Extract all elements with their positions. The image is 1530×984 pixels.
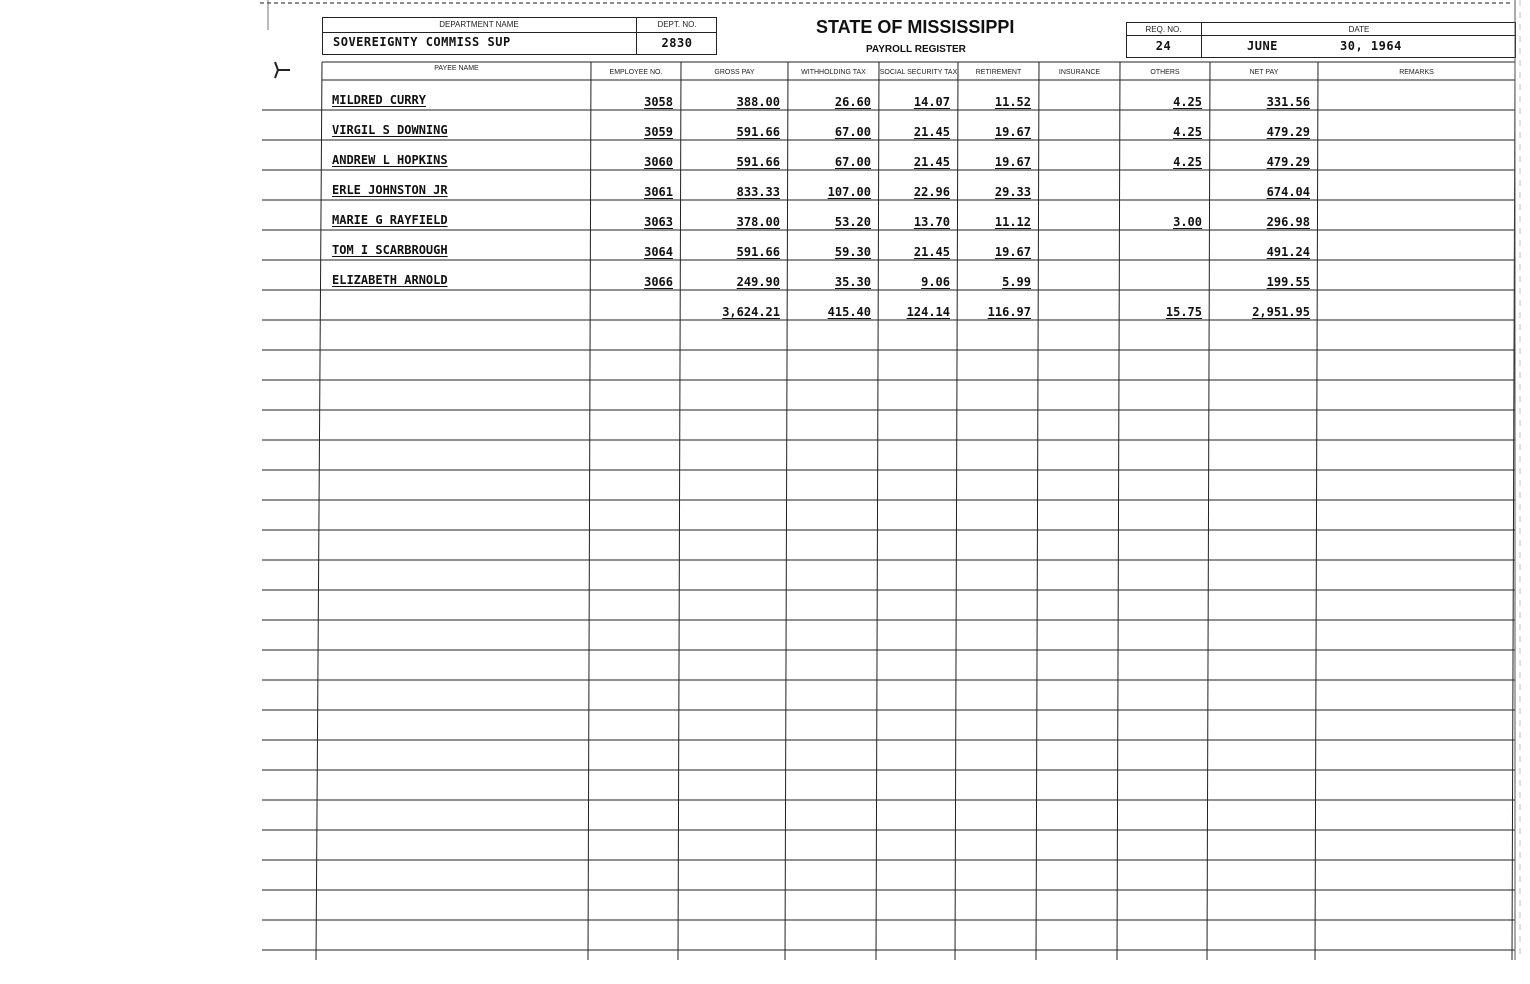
withholding-tax-cell: 67.00 [834,155,871,169]
retirement-cell: 19.67 [994,245,1031,259]
retirement-cell: 5.99 [1002,275,1031,289]
form-subtitle: PAYROLL REGISTER [866,44,966,55]
retirement-cell: 11.52 [994,95,1031,109]
withholding-tax-cell: 67.00 [834,125,871,139]
employee-no-cell: 3059 [644,125,673,139]
column-header-payee-name: PAYEE NAME [434,65,479,72]
payee-name-cell: ELIZABETH ARNOLD [332,273,448,287]
net-pay-cell: 296.98 [1266,215,1310,229]
gross-pay-cell: 388.00 [736,95,780,109]
column-header-social-security-tax: SOCIAL SECURITY TAX [879,69,958,76]
column-header-remarks: REMARKS [1399,69,1434,76]
social-security-tax-cell: 14.07 [913,95,950,109]
employee-no-cell: 3063 [644,215,673,229]
retirement-cell: 19.67 [994,125,1031,139]
employee-no-cell: 3061 [644,185,673,199]
retirement-cell: 29.33 [994,185,1031,199]
department-name-label: DEPARTMENT NAME [439,20,519,29]
social-security-tax-cell: 21.45 [913,125,950,139]
gross-pay-cell: 591.66 [736,155,780,169]
total-social-security-tax-cell: 124.14 [906,305,950,319]
retirement-cell: 11.12 [994,215,1031,229]
employee-no-cell: 3060 [644,155,673,169]
column-header-others: OTHERS [1150,69,1180,76]
net-pay-cell: 199.55 [1266,275,1310,289]
dept-no-value: 2830 [661,36,693,50]
others-cell: 4.25 [1173,125,1202,139]
others-cell: 4.25 [1173,95,1202,109]
column-header-withholding-tax: WITHHOLDING TAX [801,69,866,76]
social-security-tax-cell: 21.45 [913,155,950,169]
payee-name-cell: ANDREW L HOPKINS [332,153,448,167]
date-day-year-value: 30, 1964 [1340,39,1402,53]
column-header-employee-no: EMPLOYEE NO. [609,69,663,76]
department-name-value: SOVEREIGNTY COMMISS SUP [333,35,511,49]
gross-pay-cell: 591.66 [736,125,780,139]
payee-name-cell: MILDRED CURRY [332,93,426,107]
date-month-value: JUNE [1247,39,1278,53]
net-pay-cell: 479.29 [1266,155,1310,169]
column-header-net-pay: NET PAY [1249,69,1279,76]
gross-pay-cell: 249.90 [736,275,780,289]
column-header-insurance: INSURANCE [1058,69,1101,76]
payee-name-cell: ERLE JOHNSTON JR [332,183,448,197]
net-pay-cell: 479.29 [1266,125,1310,139]
date-label: DATE [1348,25,1370,34]
withholding-tax-cell: 53.20 [834,215,871,229]
req-no-label: REQ. NO. [1145,25,1182,34]
gross-pay-cell: 591.66 [736,245,780,259]
total-retirement-cell: 116.97 [987,305,1031,319]
social-security-tax-cell: 13.70 [913,215,950,229]
payee-name-cell: MARIE G RAYFIELD [332,213,448,227]
dept-no-label: DEPT. NO. [657,20,697,29]
net-pay-cell: 491.24 [1266,245,1310,259]
employee-no-cell: 3066 [644,275,673,289]
withholding-tax-cell: 59.30 [834,245,871,259]
social-security-tax-cell: 21.45 [913,245,950,259]
total-withholding-tax-cell: 415.40 [827,305,871,319]
total-gross-pay-cell: 3,624.21 [722,305,780,319]
net-pay-cell: 674.04 [1266,185,1310,199]
social-security-tax-cell: 22.96 [913,185,950,199]
withholding-tax-cell: 35.30 [834,275,871,289]
employee-no-cell: 3064 [644,245,673,259]
total-net-pay-cell: 2,951.95 [1252,305,1310,319]
net-pay-cell: 331.56 [1266,95,1310,109]
payee-name-cell: TOM I SCARBROUGH [332,243,448,257]
retirement-cell: 19.67 [994,155,1031,169]
employee-no-cell: 3058 [644,95,673,109]
others-cell: 3.00 [1173,215,1202,229]
gross-pay-cell: 833.33 [736,185,780,199]
social-security-tax-cell: 9.06 [921,275,950,289]
req-no-value: 24 [1155,39,1172,53]
withholding-tax-cell: 107.00 [827,185,871,199]
gross-pay-cell: 378.00 [736,215,780,229]
withholding-tax-cell: 26.60 [834,95,871,109]
column-header-retirement: RETIREMENT [975,69,1022,76]
column-header-gross-pay: GROSS PAY [714,69,755,76]
others-cell: 4.25 [1173,155,1202,169]
payee-name-cell: VIRGIL S DOWNING [332,123,448,137]
total-others-cell: 15.75 [1165,305,1202,319]
form-title: STATE OF MISSISSIPPI [816,17,1015,37]
